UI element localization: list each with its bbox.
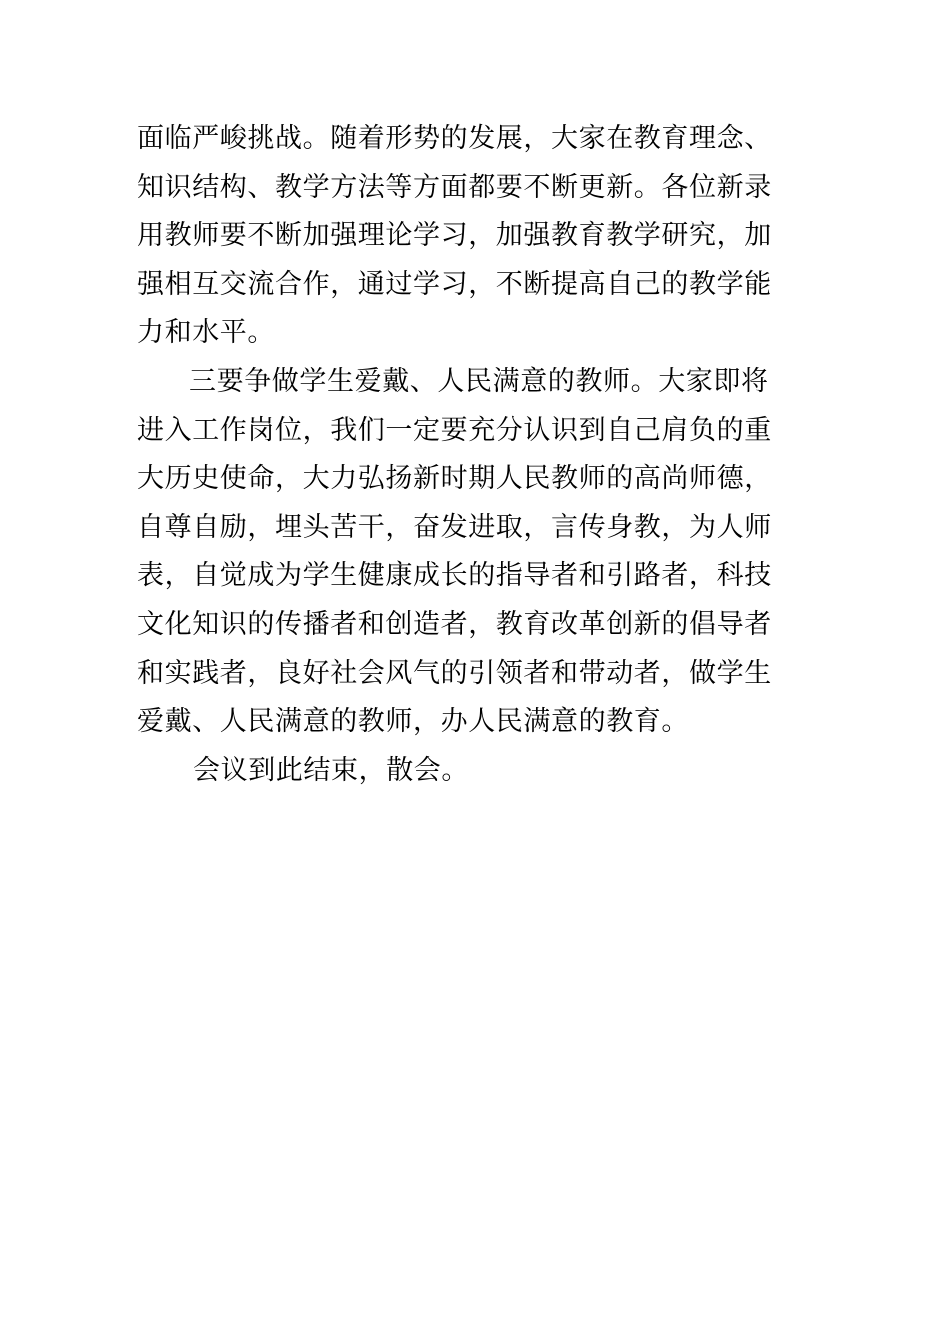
paragraph-line: 自尊自励，埋头苦干，奋发进取，言传身教，为人师 (137, 511, 772, 543)
paragraph-2 (137, 358, 827, 747)
paragraph-line: 爱戴、人民满意的教师，办人民满意的教育。 (137, 706, 689, 738)
paragraph-line: 用教师要不断加强理论学习，加强教育教学研究，加 (137, 220, 772, 252)
document-body (137, 115, 827, 795)
paragraph-line: 面临严峻挑战。随着形势的发展，大家在教育理念、 (137, 123, 772, 154)
paragraph-line: 大历史使命，大力弘扬新时期人民教师的高尚师德， (137, 463, 772, 495)
paragraph-line: 会议到此结束，散会。 (193, 754, 469, 786)
paragraph-line: 强相互交流合作，通过学习，不断提高自己的教学能 (137, 268, 772, 300)
paragraph-line: 表，自觉成为学生健康成长的指导者和引路者，科技 (137, 560, 772, 592)
paragraph-line: 进入工作岗位，我们一定要充分认识到自己肩负的重 (137, 414, 772, 446)
paragraph-line: 和实践者，良好社会风气的引领者和带动者，做学生 (137, 657, 772, 689)
paragraph-line: 三要争做学生爱戴、人民满意的教师。大家即将 (189, 365, 769, 397)
paragraph-line: 力和水平。 (137, 317, 275, 349)
paragraph-1 (137, 115, 827, 358)
paragraph-3 (137, 747, 827, 796)
paragraph-line: 文化知识的传播者和创造者，教育改革创新的倡导者 (137, 608, 772, 640)
paragraph-line: 知识结构、教学方法等方面都要不断更新。各位新录 (137, 171, 772, 203)
